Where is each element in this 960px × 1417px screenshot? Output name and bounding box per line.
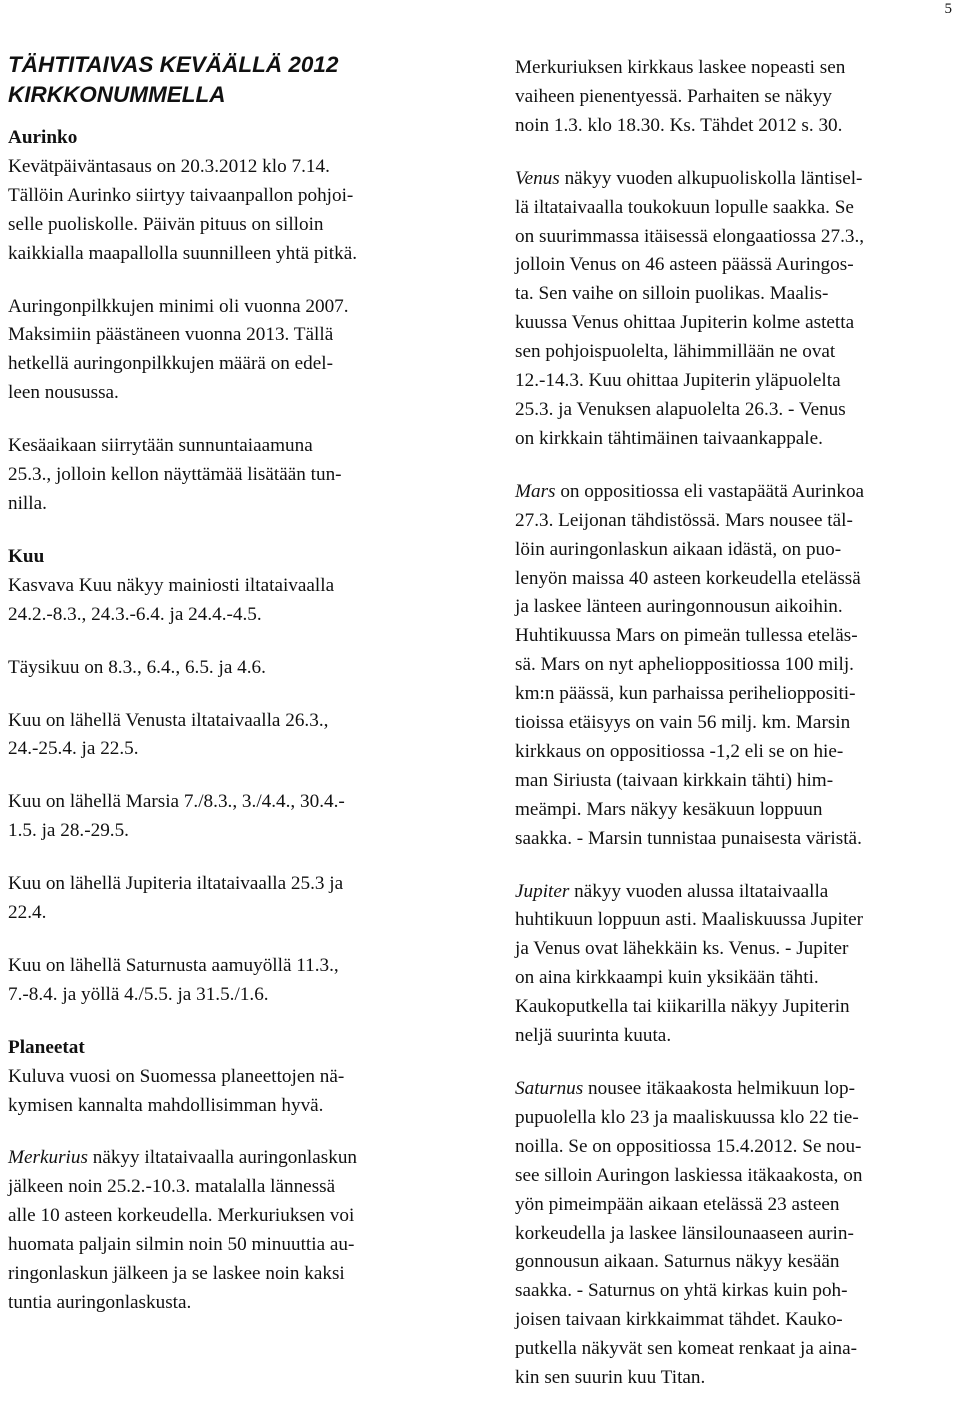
text-line: noin 1.3. klo 18.30. Ks. Tähdet 2012 s. 30. (515, 114, 843, 136)
text-line (8, 1144, 448, 1173)
text-line: Maksimiin päästäneen vuonna 2013. Tällä (8, 324, 334, 346)
paragraph-auringonpilkut (8, 293, 448, 409)
section-aurinko (8, 124, 448, 269)
text-line: 1.5. ja 28.-29.5. (8, 820, 129, 842)
text-line: alle 10 asteen korkeudella. Merkuriuksen voi (8, 1205, 355, 1227)
text-line: vaiheen pienentyessä. Parhaiten se näkyy (515, 85, 833, 107)
text-line: huhtikuun loppuun asti. Maaliskuussa Jupiter (515, 909, 864, 931)
text-line: ja laskee länteen auringonnousun aikoihin. (515, 596, 843, 618)
paragraph-kuu-mars (8, 788, 448, 846)
text-line: Kevätpäiväntasaus on 20.3.2012 klo 7.14. (8, 155, 330, 177)
text-line: Huhtikuussa Mars on pimeän tullessa eteläs- (515, 625, 858, 647)
text-line: hetkellä auringonpilkkujen määrä on edel- (8, 353, 333, 375)
text-line (515, 1075, 960, 1104)
article-title (8, 50, 448, 110)
text-line: saakka. - Marsin tunnistaa punaisesta väristä. (515, 827, 862, 849)
planet-name-saturnus: Saturnus (515, 1078, 584, 1099)
text-line: on suurimmassa itäisessä elongaatiossa 27.3., (515, 225, 865, 247)
text-line: Kuu on lähellä Venusta iltataivaalla 26.3., (8, 709, 329, 731)
text-line: Kuu on lähellä Saturnusta aamuyöllä 11.3., (8, 954, 339, 976)
text-line: Kesäaikaan siirrytään sunnuntaiaamuna (8, 435, 313, 457)
text-line: löin auringonlaskun aikaan idästä, on puo- (515, 538, 842, 560)
text-line: Auringonpilkkujen minimi oli vuonna 2007. (8, 295, 349, 317)
left-column (8, 54, 448, 1342)
planet-name-jupiter: Jupiter (515, 880, 570, 902)
text-fragment: näkyy vuoden alussa iltataivaalla (569, 880, 829, 902)
text-line: sä. Mars on nyt aphelioppositiossa 100 milj. (515, 654, 854, 676)
text-line: gonnousun aikaan. Saturnus näkyy kesään (515, 1251, 840, 1273)
section-heading-planeetat: Planeetat (8, 1036, 85, 1058)
text-line: jolloin Venus on 46 asteen päässä Auringos- (515, 254, 854, 276)
text-line: see silloin Auringon laskiessa itäkaakosta, on (515, 1164, 863, 1186)
text-line: ja Venus ovat lähekkäin ks. Venus. - Jupiter (515, 938, 849, 960)
text-line: kuussa Venus ohittaa Jupiterin kolme astetta (515, 312, 855, 334)
text-line: Merkuriuksen kirkkaus laskee nopeasti sen (515, 57, 846, 78)
text-line: Kaukoputkella tai kiikarilla näkyy Jupiterin (515, 996, 850, 1018)
text-line: selle puoliskolle. Päivän pituus on silloin (8, 213, 324, 235)
text-line: 7.-8.4. ja yöllä 4./5.5. ja 31.5./1.6. (8, 983, 269, 1005)
text-fragment: on oppositiossa eli vastapäätä Aurinkoa (555, 480, 865, 502)
text-line: kin sen suurin kuu Titan. (515, 1367, 706, 1389)
text-line: kirkkaus on oppositiossa -1,2 eli se on hie- (515, 740, 844, 762)
title-line: TÄHTITAIVAS KEVÄÄLLÄ 2012 (8, 52, 339, 77)
text-line: kaikkialla maapallolla suunnilleen yhtä pitkä. (8, 242, 358, 264)
text-line: Kasvava Kuu näkyy mainiosti iltataivaalla (8, 574, 335, 596)
text-line: on aina kirkkaampi kuin yksikään tähti. (515, 967, 819, 989)
text-line: jälkeen noin 25.2.-10.3. matalalla lännessä (8, 1176, 336, 1198)
text-line: huomata paljain silmin noin 50 minuuttia au- (8, 1234, 355, 1256)
text-line: lä iltataivaalla toukokuun lopulle saakka. Se (515, 196, 854, 218)
text-line: Kuluva vuosi on Suomessa planeettojen nä- (8, 1065, 345, 1087)
text-fragment: näkyy vuoden alkupuoliskolla läntisel- (559, 167, 863, 189)
text-line: pupuolella klo 23 ja maaliskuussa klo 22 tie- (515, 1106, 859, 1128)
paragraph-kuu-venus (8, 707, 448, 765)
text-line: 24.-25.4. ja 22.5. (8, 738, 139, 760)
text-line: tioissa etäisyys on vain 56 milj. km. Marsin (515, 712, 851, 734)
paragraph-venus (515, 165, 960, 454)
text-fragment: nousee itäkaakosta helmikuun lop- (583, 1078, 855, 1099)
paragraph-jupiter (515, 878, 960, 1051)
title-line: KIRKKONUMMELLA (8, 82, 226, 107)
page-number: 5 (944, 1, 952, 17)
section-planeetat (8, 1034, 448, 1121)
paragraph-saturnus (515, 1075, 960, 1393)
paragraph-kesaaika (8, 432, 448, 519)
right-column (515, 54, 960, 1417)
text-line: 12.-14.3. Kuu ohittaa Jupiterin yläpuolelta (515, 370, 841, 392)
text-line: saakka. - Saturnus on yhtä kirkas kuin poh- (515, 1280, 848, 1302)
paragraph-mars (515, 478, 960, 854)
planet-name-mars: Mars (515, 480, 556, 502)
text-line: kymisen kannalta mahdollisimman hyvä. (8, 1094, 324, 1116)
text-line (515, 165, 960, 194)
text-line: meämpi. Mars näkyy kesäkuun loppuun (515, 798, 823, 820)
text-line: ta. Sen vaihe on silloin puolikas. Maalis- (515, 283, 829, 305)
text-line: 25.3., jolloin kellon näyttämää lisätään tun- (8, 464, 342, 486)
text-line: putkella näkyvät sen komeat renkaat ja aina- (515, 1338, 858, 1360)
text-line: Kuu on lähellä Jupiteria iltataivaalla 25.3 ja (8, 873, 344, 895)
text-line: joisen taivaan kirkkaimmat tähdet. Kauko- (515, 1309, 843, 1331)
paragraph-kuu-saturnus (8, 952, 448, 1010)
text-line: sen pohjoispuolelta, lähimmillään ne ovat (515, 341, 836, 363)
section-kuu (8, 543, 448, 630)
text-line: lenyön maissa 40 asteen korkeudella etelässä (515, 567, 861, 589)
paragraph-merkurius-cont (515, 54, 960, 141)
text-line: 25.3. ja Venuksen alapuolelta 26.3. - Venus (515, 398, 846, 420)
text-line: 27.3. Leijonan tähdistössä. Mars nousee täl- (515, 509, 853, 531)
section-heading-kuu: Kuu (8, 545, 45, 567)
text-line: km:n päässä, kun parhaissa perihelioppositi- (515, 683, 856, 705)
text-line: neljä suurinta kuuta. (515, 1025, 672, 1047)
paragraph-merkurius (8, 1144, 448, 1317)
text-line: yön pimeimpään aikaan etelässä 23 asteen (515, 1193, 840, 1215)
text-line: noilla. Se on oppositiossa 15.4.2012. Se nou- (515, 1135, 862, 1157)
planet-name-venus: Venus (515, 167, 560, 189)
text-line (515, 878, 960, 907)
text-line: Kuu on lähellä Marsia 7./8.3., 3./4.4., 30.4.- (8, 791, 345, 813)
text-fragment: näkyy iltataivaalla auringonlaskun (87, 1147, 358, 1169)
text-line: leen nousussa. (8, 382, 119, 404)
text-line: korkeudella ja laskee länsilounaaseen aurin- (515, 1222, 854, 1244)
text-line: ringonlaskun jälkeen ja se laskee noin kaksi (8, 1263, 345, 1285)
text-line (515, 478, 960, 507)
text-line: nilla. (8, 492, 47, 514)
text-line: 24.2.-8.3., 24.3.-6.4. ja 24.4.-4.5. (8, 603, 262, 625)
paragraph-kuu-jupiter (8, 870, 448, 928)
text-line: Tällöin Aurinko siirtyy taivaanpallon pohjoi- (8, 184, 354, 206)
section-heading-aurinko: Aurinko (8, 127, 78, 148)
planet-name-merkurius: Merkurius (8, 1147, 88, 1169)
text-line: 22.4. (8, 902, 47, 924)
paragraph-taysikuu (8, 654, 448, 683)
text-line: tuntia auringonlaskusta. (8, 1292, 192, 1313)
text-line: man Siriusta (taivaan kirkkain tähti) him- (515, 769, 834, 791)
text-line: on kirkkain tähtimäinen taivaankappale. (515, 427, 823, 449)
text-line: Täysikuu on 8.3., 6.4., 6.5. ja 4.6. (8, 656, 266, 678)
